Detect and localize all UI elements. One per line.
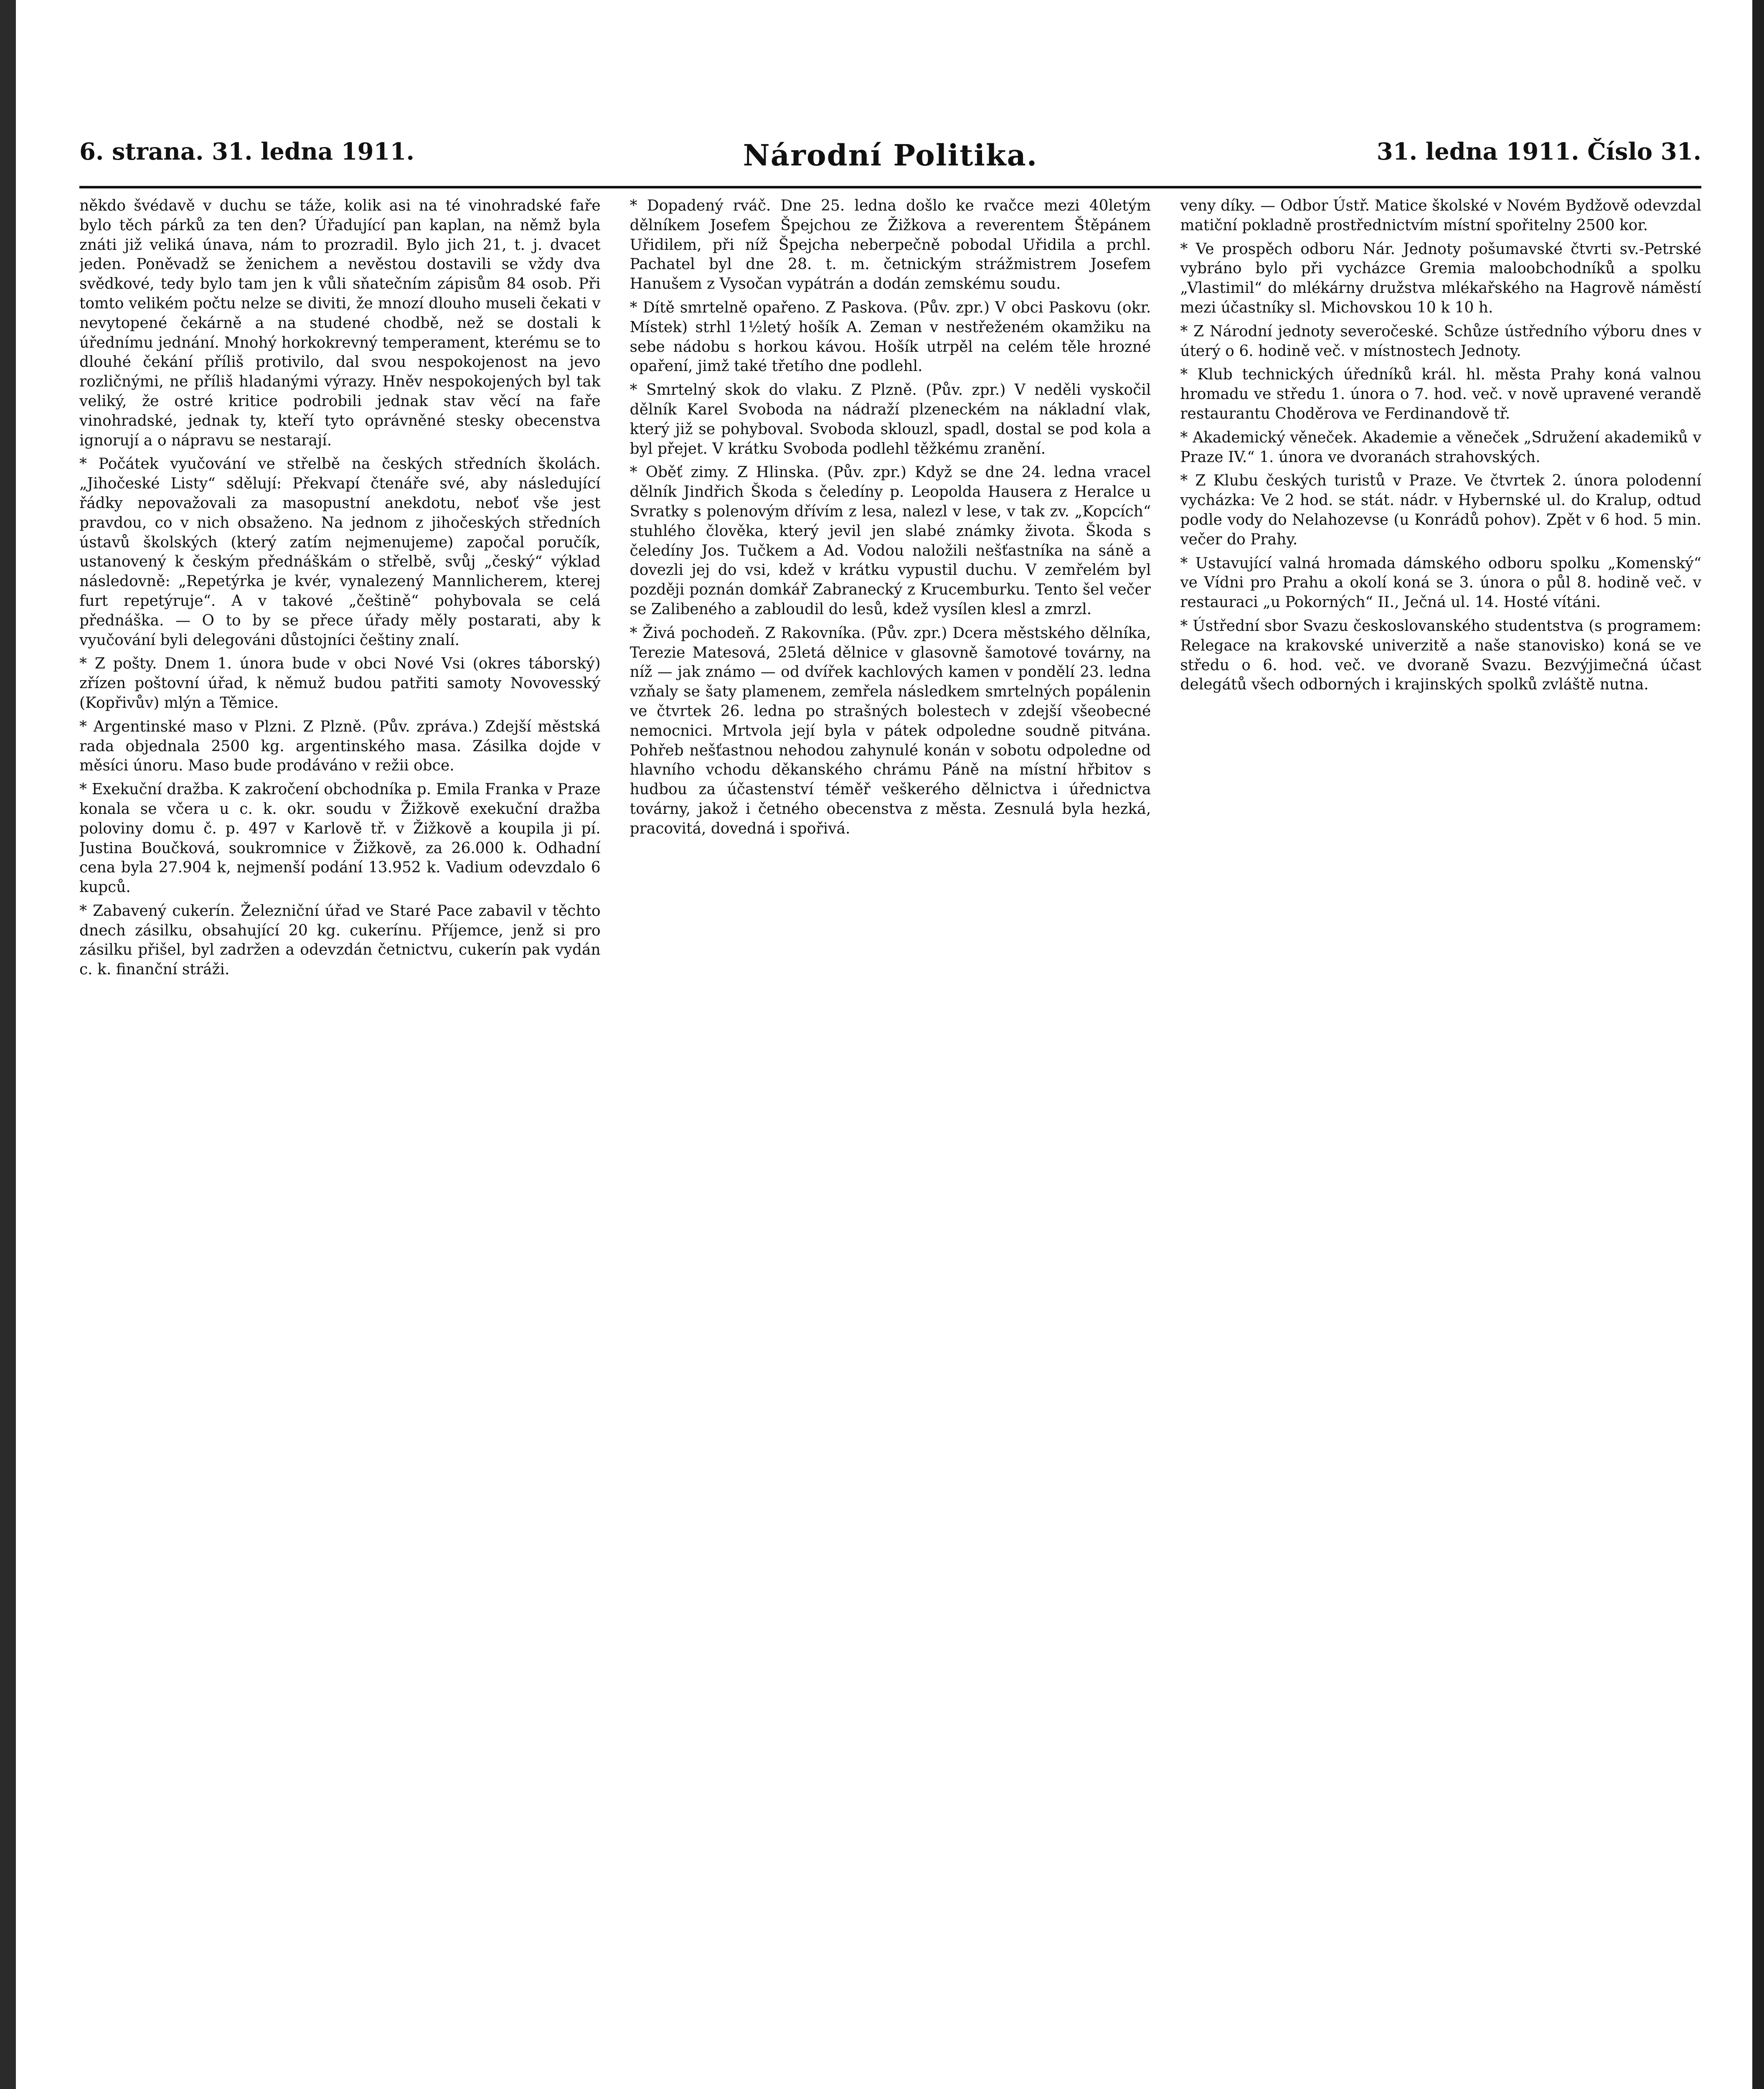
newspaper-title: Národní Politika. <box>743 138 1038 173</box>
article-paragraph: někdo švédavě v duchu se táže, kolik asi na té vinohradské faře bylo těch párků za ten den? Úřadující pan kaplan, na němž byla znáti již veliká únava, nám to prozradil. Bylo jich 21, t. j. dvacet jeden. Poněvadž se ženichem a nevěstou dostavili se vždy dva svědkové, tedy bylo tam jen k vůli sňatečním zápisům 84 osob. Při tomto velikém počtu nelze se diviti, že mnozí dlouho museli čekati v nevytopené čekárně a na studené chodbě, než se dostali k úřednímu jednání. Mnohý horkokrevný temperament, kterému se to dlouhé čekání příliš protivilo, dal svou nespokojenost na jevo rozličnými, ne příliš hladanými výrazy. Hněv nespokojených byl tak veliký, že ostré kritice podrobili jednak stav věcí na faře vinohradské, jednak ty, kteří tyto oprávněné stesky obecenstva ignorují a o nápravu se nestarají. <box>79 197 601 449</box>
article-paragraph: * Z pošty. Dnem 1. února bude v obci Nové Vsi (okres táborský) zřízen poštovní úřad, k němuž budou patřiti samoty Novovesský (Kopřivův) mlýn a Těmice. <box>79 655 601 712</box>
article-paragraph: * Ustavující valná hromada dámského odboru spolku „Komenský“ ve Vídni pro Prahu a okolí koná se 3. února o půl 8. hodině več. v restauraci „u Pokorných“ II., Ječná ul. 14. Hosté vítáni. <box>1180 554 1701 611</box>
article-paragraph: * Ústřední sbor Svazu českoslovanského studentstva (s programem: Relegace na krakovské univerzitě a naše stanovisko) koná se ve středu o 6. hod. več. ve dvoraně Svazu. Bezvýjimečná účast delegátů všech odborných i krajinských spolků zvláště nutna. <box>1180 617 1701 694</box>
page-edge-left <box>0 0 16 2089</box>
article-columns <box>79 196 1701 2089</box>
article-paragraph: * Oběť zimy. Z Hlinska. (Pův. zpr.) Když se dne 24. ledna vracel dělník Jindřich Škoda s čeledíny p. Leopolda Hausera z Heralce u Svratky s polenovým dřívím z lesa, nalezl v lese, v tak zv. „Kopcích“ stuhlého člověka, který jevil jen slabé známky života. Škoda s čeledíny Jos. Tučkem a Ad. Vodou naložili nešťastníka na sáně a dovezli jej do vsi, kdež v krátku vypustil duchu. V zemřelém byl později poznán domkář Zabranecký z Krucemburku. Tento šel večer se Zalibeného a zabloudil do lesů, kdež vysílen klesl a zmrzl. <box>629 464 1151 618</box>
page-edge-right <box>1752 0 1764 2089</box>
article-paragraph: * Klub technických úředníků král. hl. města Prahy koná valnou hromadu ve středu 1. února o 7. hod. več. v nově upravené verandě restaurantu Choděrova ve Ferdinandově tř. <box>1180 366 1701 422</box>
article-paragraph: * Z Klubu českých turistů v Praze. Ve čtvrtek 2. února polodenní vycházka: Ve 2 hod. se stát. nádr. v Hybernské ul. do Kralup, odtud podle vody do Nelahozevse (u Konrádů pohov). Zpět v 6 hod. 5 min. večer do Prahy. <box>1180 472 1701 548</box>
article-paragraph: * Exekuční dražba. K zakročení obchodníka p. Emila Franka v Praze konala se včera u c. k. okr. soudu v Žižkově exekuční dražba poloviny domu č. p. 497 v Karlově tř. v Žižkově a koupila ji pí. Justina Boučková, soukromnice v Žižkově, za 26.000 k. Odhadní cena byla 27.904 k, nejmenší podání 13.952 k. Vadium odevzdalo 6 kupců. <box>79 781 601 896</box>
page-header <box>79 138 1701 188</box>
article-paragraph: * Z Národní jednoty severočeské. Schůze ústředního výboru dnes v úterý o 6. hodině več. v místnostech Jednoty. <box>1180 323 1701 360</box>
article-paragraph: * Ve prospěch odboru Nár. Jednoty pošumavské čtvrti sv.-Petrské vybráno bylo při vycházce Gremia maloobchodníků a spolku „Vlastimil“ do mlékárny družstva mlékařského na Hagrově náměstí mezi účastníky sl. Michovskou 10 k 10 h. <box>1180 240 1701 316</box>
article-paragraph: * Smrtelný skok do vlaku. Z Plzně. (Pův. zpr.) V neděli vyskočil dělník Karel Svoboda na nádraží plzeneckém na nákladní vlak, který již se pohyboval. Svoboda sklouzl, spadl, dostal se pod kola a byl přejet. V krátku Svoboda podlehl těžkému zranění. <box>629 381 1151 457</box>
article-paragraph: * Dopadený rváč. Dne 25. ledna došlo ke rvačce mezi 40letým dělníkem Josefem Špejchou ze Žižkova a reverentem Štěpánem Uřidilem, při níž Špejcha neberpečně pobodal Uřidila a prchl. Pachatel byl dne 28. t. m. četnickým strážmistrem Josefem Hanušem z Vysočan vypátrán a dodán zemskému soudu. <box>629 197 1151 293</box>
column-1 <box>79 196 601 2089</box>
column-2 <box>630 196 1151 2089</box>
article-paragraph: * Argentinské maso v Plzni. Z Plzně. (Pův. zpráva.) Zdejší městská rada objednala 2500 kg. argentinského masa. Zásilka dojde v měsíci únoru. Maso bude prodáváno v režii obce. <box>79 718 601 775</box>
article-paragraph: * Živá pochodeň. Z Rakovníka. (Pův. zpr.) Dcera městského dělníka, Terezie Matesová, 25letá dělnice v glasovně šamotové továrny, na níž — jak známo — od dvířek kachlových kamen v pondělí 23. ledna vzňaly se šaty plamenem, zemřela následkem smrtelných popálenin ve čtvrtek 26. ledna po strašných bolestech v zdejší všeobecné nemocnici. Mrtvola její byla v pátek odpoledne soudně pitvána. Pohřeb nešťastnou nehodou zahynulé konán v sobotu odpoledne od hlavního vchodu děkanského chrámu Páně na místní hřbitov s hudbou za účastenství téměř veškerého dělnictva i úřednictva továrny, jakož i četného obecenstva z města. Zesnulá byla hezká, pracovitá, dovedná i spořivá. <box>629 624 1151 837</box>
column-3 <box>1180 196 1701 2089</box>
article-paragraph: * Počátek vyučování ve střelbě na českých středních školách. „Jihočeské Listy“ sdělují: Překvapí čtenáře své, aby následující řádky nepovažovali za masopustní anekdotu, neboť vše jest pravdou, co v nich obsaženo. Na jednom z jihočeských středních ústavů školských (který zatím nejmenujeme) započal poručík, ustanovený k českým přednáškám o střelbě, svůj „český“ výklad následovně: „Repetýrka je kvér, vynalezený Mannlicherem, kterej furt repetýruje“. A v takové „češtině“ pohybovala se celá přednáška. — O to by se přece úřady měly postarati, aby k vyučování byli delegováni důstojníci češtiny znalí. <box>79 455 601 649</box>
header-page-date: 6. strana. 31. ledna 1911. <box>79 138 414 165</box>
article-paragraph: * Zabavený cukerín. Železniční úřad ve Staré Pace zabavil v těchto dnech zásilku, obsahující 20 kg. cukerínu. Příjemce, jenž si pro zásilku přišel, byl zadržen a odevzdán četnictvu, cukerín pak vydán c. k. finanční stráži. <box>79 902 601 978</box>
header-rule <box>79 186 1701 188</box>
article-paragraph: * Akademický věneček. Akademie a věneček „Sdružení akademiků v Praze IV.“ 1. února ve dvoranách strahovských. <box>1180 429 1701 466</box>
header-issue-number: 31. ledna 1911. Číslo 31. <box>1376 138 1701 165</box>
article-paragraph: veny díky. — Odbor Ústř. Matice školské v Novém Bydžově odevzdal matiční pokladně prostřednictvím místní spořitelny 2500 kor. <box>1180 197 1701 234</box>
article-paragraph: * Dítě smrtelně opařeno. Z Paskova. (Pův. zpr.) V obci Paskovu (okr. Místek) strhl 1½letý hošík A. Zeman v nestřeženém okamžiku na sebe nádobu s horkou kávou. Hošík utrpěl na celém těle hrozné opaření, jimž také třetího dne podlehl. <box>629 299 1151 375</box>
